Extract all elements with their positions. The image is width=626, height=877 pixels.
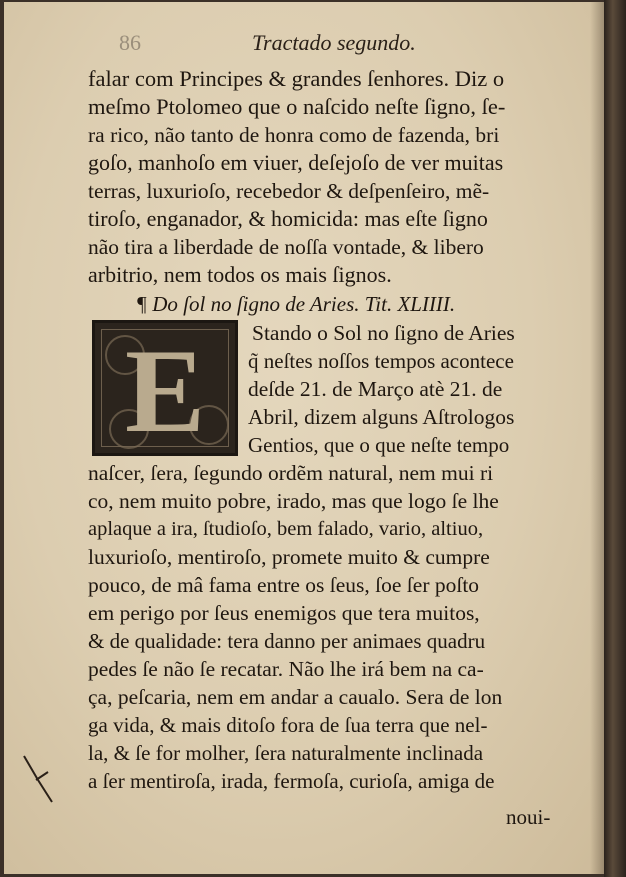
text-line: aplaque a ira, ſtudioſo, bem falado, vario, altiuo, <box>88 518 484 540</box>
initial-letter: E <box>124 324 206 457</box>
text-line: pouco, de mâ fama entre os ſeus, ſoe ſer poſto <box>88 573 480 597</box>
book-page <box>4 2 604 874</box>
text-line: naſcer, ſera, ſegundo ordẽm natural, nem mui ri <box>88 461 494 485</box>
text-line: meſmo Ptolomeo que o naſcido neſte ſigno, ſe- <box>88 94 506 119</box>
text-line: tiroſo, enganador, & homicida: mas eſte ſigno <box>88 206 488 231</box>
text-line: la, & ſe for molher, ſera naturalmente inclinada <box>88 741 484 765</box>
text-line: não tira a liberdade de noſſa vontade, & libero <box>88 235 484 259</box>
section-heading: ¶ Do ſol no ſigno de Aries. Tit. XLIIII. <box>136 292 456 316</box>
text-line: ga vida, & mais ditoſo fora de ſua terra que nel- <box>88 713 488 737</box>
text-line: luxurioſo, mentiroſo, promete muito & cumpre <box>88 545 490 569</box>
running-head: Tractado segundo. <box>252 30 416 55</box>
page-number: 86 <box>119 30 141 55</box>
indented-line: Stando o Sol no ſigno de Aries <box>252 321 515 345</box>
marginal-pen-mark-icon <box>18 750 58 810</box>
indented-line: Abril, dizem alguns Aſtrologos <box>248 405 515 429</box>
catchword: noui- <box>506 805 551 829</box>
text-line: terras, luxurioſo, recebedor & deſpenſeiro, mẽ- <box>88 179 490 203</box>
indented-line: deſde 21. de Março atè 21. de <box>248 377 503 401</box>
text-line: em perigo por ſeus enemigos que tera muitos, <box>88 601 480 625</box>
text-line: falar com Principes & grandes ſenhores. Diz o <box>88 66 505 91</box>
text-line: ça, peſcaria, nem em andar a caualo. Sera de lon <box>88 685 503 709</box>
text-line: a ſer mentiroſa, irada, fermoſa, curioſa, amiga de <box>88 769 495 793</box>
decorated-initial <box>92 320 238 456</box>
indented-line: q̃ neſtes noſſos tempos acontece <box>248 349 514 373</box>
text-line: pedes ſe não ſe recatar. Não lhe irá bem na ca- <box>88 657 484 681</box>
text-line: ra rico, não tanto de honra como de fazenda, bri <box>88 123 500 147</box>
text-line: & de qualidade: tera danno per animaes quadru <box>88 629 486 653</box>
text-line: goſo, manhoſo em viuer, deſejoſo de ver muitas <box>88 150 504 175</box>
text-line: co, nem muito pobre, irado, mas que logo ſe lhe <box>88 489 499 513</box>
indented-line: Gentios, que o que neſte tempo <box>248 433 510 457</box>
book-spine-edge <box>604 0 626 877</box>
text-line: arbitrio, nem todos os mais ſignos. <box>88 262 392 287</box>
